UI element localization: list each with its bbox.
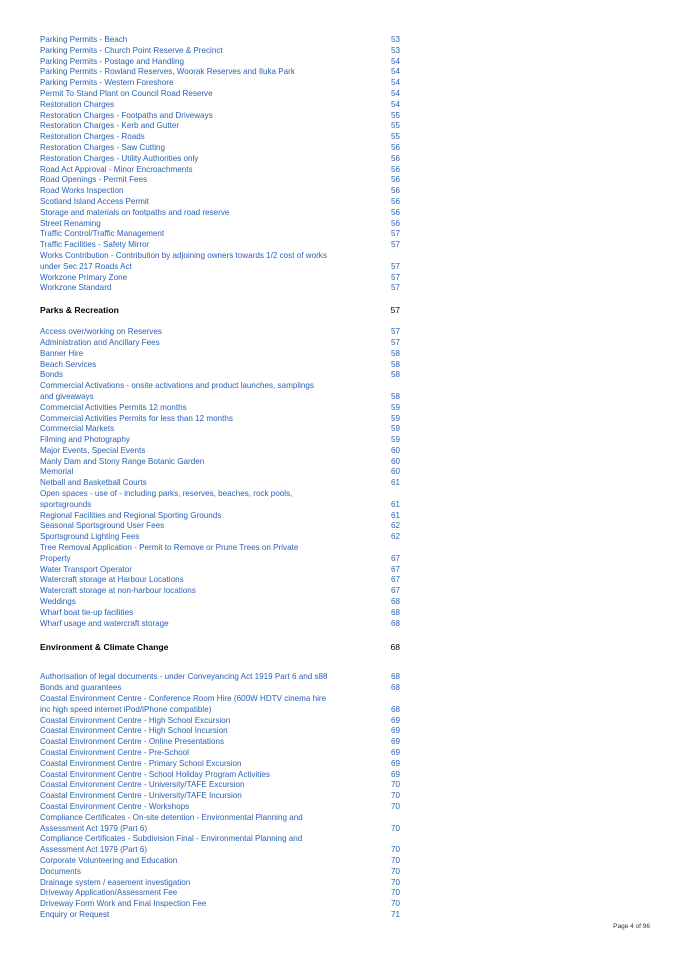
- toc-entry-link[interactable]: Coastal Environment Centre - Primary School Excursion: [40, 758, 242, 768]
- toc-entry[interactable]: [40, 899, 400, 910]
- toc-entry[interactable]: [40, 424, 400, 435]
- toc-entry-page[interactable]: 57: [390, 327, 400, 337]
- toc-entry-link[interactable]: Seasonal Sportsground User Fees: [40, 521, 165, 531]
- toc-entry-page[interactable]: 70: [390, 899, 400, 909]
- toc-entry-link[interactable]: Traffic Control/Traffic Management: [40, 229, 165, 239]
- toc-entry[interactable]: [40, 532, 400, 543]
- toc-entry[interactable]: [40, 414, 400, 425]
- toc-entry-link[interactable]: Road Act Approval - Minor Encroachments: [40, 164, 193, 174]
- toc-entry-page[interactable]: 61: [390, 510, 400, 520]
- toc-entry-page[interactable]: 70: [390, 877, 400, 887]
- toc-entry-link[interactable]: Memorial: [40, 467, 74, 477]
- toc-entry[interactable]: [40, 165, 400, 176]
- toc-entry-page[interactable]: 58: [390, 359, 400, 369]
- toc-entry-link[interactable]: Commercial Activities Permits for less than 12 months: [40, 413, 233, 423]
- toc-entry[interactable]: [40, 694, 400, 716]
- toc-entry-link[interactable]: Restoration Charges - Roads: [40, 132, 145, 142]
- toc-entry-page[interactable]: 57: [390, 337, 400, 347]
- toc-entry-page[interactable]: 57: [390, 283, 400, 293]
- toc-entry-link[interactable]: Banner Hire: [40, 348, 84, 358]
- toc-entry[interactable]: [40, 834, 400, 856]
- toc-entry[interactable]: [40, 175, 400, 186]
- toc-entry-link[interactable]: Restoration Charges - Kerb and Gutter: [40, 121, 180, 131]
- section-heading: [40, 642, 400, 652]
- toc-entry-link[interactable]: Restoration Charges: [40, 99, 115, 109]
- toc-entry-link[interactable]: Regional Facilities and Regional Sporting Grounds: [40, 510, 222, 520]
- toc-entry-page[interactable]: 56: [390, 142, 400, 152]
- toc-entry[interactable]: [40, 219, 400, 230]
- toc-entry-link[interactable]: Workzone Primary Zone: [40, 272, 128, 282]
- toc-entry-page[interactable]: 70: [390, 823, 400, 833]
- toc-entry[interactable]: [40, 435, 400, 446]
- toc-entry[interactable]: [40, 381, 400, 403]
- toc-entry-link[interactable]: Access over/working on Reserves: [40, 327, 162, 337]
- toc-entry-link[interactable]: Coastal Environment Centre - Online Presentations: [40, 737, 224, 747]
- toc-entry[interactable]: [40, 856, 400, 867]
- toc-entry[interactable]: [40, 511, 400, 522]
- toc-entry-page[interactable]: 57: [390, 272, 400, 282]
- toc-entry-page[interactable]: 55: [390, 110, 400, 120]
- toc-entry[interactable]: [40, 78, 400, 89]
- toc-entry-link[interactable]: Wharf usage and watercraft storage: [40, 618, 169, 628]
- toc-entry[interactable]: [40, 186, 400, 197]
- toc-entry-link[interactable]: Parking Permits - Western Foreshore: [40, 78, 174, 88]
- toc-entry-page[interactable]: 56: [390, 164, 400, 174]
- toc-entry-page[interactable]: 70: [390, 802, 400, 811]
- toc-entry-page[interactable]: 56: [390, 153, 400, 163]
- toc-entry-link[interactable]: Traffic Facilities - Safety Mirror: [40, 240, 150, 250]
- page-number-footer: Page 4 of 96: [613, 923, 650, 930]
- toc-entry[interactable]: [40, 619, 400, 630]
- toc-entry[interactable]: [40, 867, 400, 878]
- toc-entry-link[interactable]: Coastal Environment Centre - High School Excursion: [40, 715, 231, 725]
- toc-entry[interactable]: [40, 478, 400, 489]
- toc-entry-page[interactable]: 71: [390, 909, 400, 919]
- toc-entry-page[interactable]: 59: [390, 424, 400, 434]
- toc-entry-page[interactable]: 53: [390, 45, 400, 55]
- toc-entry-page[interactable]: 58: [390, 348, 400, 358]
- toc-entry[interactable]: [40, 726, 400, 737]
- toc-entry[interactable]: [40, 208, 400, 219]
- toc-entry[interactable]: [40, 813, 400, 835]
- toc-entry-page[interactable]: 55: [390, 132, 400, 142]
- toc-entry[interactable]: [40, 565, 400, 576]
- toc-entry[interactable]: [40, 446, 400, 457]
- toc-entry-page[interactable]: 69: [390, 769, 400, 779]
- toc-entry[interactable]: [40, 888, 400, 899]
- toc-entry[interactable]: [40, 597, 400, 608]
- toc-entry[interactable]: [40, 35, 400, 46]
- toc-entry-link[interactable]: Permit To Stand Plant on Council Road Reserve: [40, 88, 213, 98]
- toc-entry[interactable]: [40, 759, 400, 770]
- toc-entry[interactable]: [40, 46, 400, 57]
- toc-entry-link[interactable]: Authorisation of legal documents - under Conveyancing Act 1919 Part 6 and s88: [40, 672, 328, 682]
- toc-entry-link[interactable]: Coastal Environment Centre - Conference Room Hire (600W HDTV cinema hire inc high speed internet iPod/iPhone compatible): [40, 694, 327, 714]
- toc-entry-link[interactable]: Compliance Certificates - Subdivision Final - Environmental Planning and Assessment Act 1979 (Part 6): [40, 834, 303, 855]
- toc-entry-page[interactable]: 68: [390, 618, 400, 628]
- toc-entry-link[interactable]: Restoration Charges - Utility Authorities only: [40, 153, 199, 163]
- toc-entry-page[interactable]: 70: [390, 888, 400, 898]
- toc-entry-link[interactable]: Street Renaming: [40, 218, 101, 228]
- section-heading: [40, 305, 400, 315]
- toc-entry-page[interactable]: 53: [390, 35, 400, 44]
- toc-entry-page[interactable]: 61: [390, 478, 400, 488]
- toc-entry[interactable]: [40, 132, 400, 143]
- toc-entry[interactable]: [40, 403, 400, 414]
- toc-entry[interactable]: [40, 672, 400, 683]
- toc-entry-link[interactable]: Watercraft storage at non-harbour locations: [40, 586, 196, 596]
- toc-entry-page[interactable]: 54: [390, 99, 400, 109]
- toc-entry-page[interactable]: 70: [390, 791, 400, 801]
- section-heading-page: 68: [390, 642, 400, 653]
- toc-entry-link[interactable]: Sportsground Lighting Fees: [40, 532, 140, 542]
- toc-entry[interactable]: [40, 457, 400, 468]
- toc-entry[interactable]: [40, 770, 400, 781]
- toc-entry-link[interactable]: Major Events, Special Events: [40, 445, 146, 455]
- toc-entry[interactable]: [40, 154, 400, 165]
- toc-entry-page[interactable]: 70: [390, 866, 400, 876]
- toc-entry-page[interactable]: 61: [390, 499, 400, 509]
- toc-entry-link[interactable]: Water Transport Operator: [40, 564, 132, 574]
- toc-entry[interactable]: [40, 240, 400, 251]
- toc-entry[interactable]: [40, 349, 400, 360]
- toc-entry-link[interactable]: Commercial Activations - onsite activations and product launches, samplings and giveaways: [40, 381, 314, 401]
- toc-entry-page[interactable]: 59: [390, 435, 400, 445]
- toc-entry-page[interactable]: 69: [390, 726, 400, 736]
- toc-entry-page[interactable]: 54: [390, 56, 400, 66]
- toc-entry-link[interactable]: Driveway Form Work and Final Inspection Fee: [40, 899, 207, 909]
- toc-entry-page[interactable]: 56: [390, 218, 400, 228]
- toc-entry-page[interactable]: 69: [390, 737, 400, 747]
- toc-entry-page[interactable]: 68: [390, 607, 400, 617]
- toc-entry-link[interactable]: Restoration Charges - Saw Cutting: [40, 142, 166, 152]
- section-heading-page: 57: [390, 305, 400, 316]
- toc-entry[interactable]: [40, 586, 400, 597]
- toc-entry[interactable]: [40, 780, 400, 791]
- toc-entry-page[interactable]: 58: [390, 391, 400, 401]
- toc-entry-page[interactable]: 56: [390, 186, 400, 196]
- section-heading-title: Environment & Climate Change: [40, 642, 169, 653]
- toc-entry[interactable]: [40, 100, 400, 111]
- toc-entry[interactable]: [40, 543, 400, 565]
- toc-entry[interactable]: [40, 489, 400, 511]
- toc-entry[interactable]: [40, 802, 400, 813]
- toc-entry-page[interactable]: 68: [390, 672, 400, 682]
- toc-entry[interactable]: [40, 197, 400, 208]
- toc-entry[interactable]: [40, 683, 400, 694]
- toc-entry-page[interactable]: 56: [390, 207, 400, 217]
- toc-entry-link[interactable]: Coastal Environment Centre - Workshops: [40, 802, 190, 811]
- toc-entry-page[interactable]: 69: [390, 748, 400, 758]
- toc-entry-page[interactable]: 60: [390, 456, 400, 466]
- toc-entry-link[interactable]: Driveway Application/Assessment Fee: [40, 888, 178, 898]
- toc-entry-link[interactable]: Parking Permits - Church Point Reserve & Precinct: [40, 45, 223, 55]
- toc-entry-link[interactable]: Administration and Ancillary Fees: [40, 337, 160, 347]
- toc-entry[interactable]: [40, 737, 400, 748]
- toc-entry-link[interactable]: Manly Dam and Stony Range Botanic Garden: [40, 456, 205, 466]
- toc-entry[interactable]: [40, 748, 400, 759]
- toc-entry-link[interactable]: Parking Permits - Postage and Handling: [40, 56, 184, 66]
- toc-entry-link[interactable]: Road Openings - Permit Fees: [40, 175, 148, 185]
- toc-entry-link[interactable]: Enquiry or Request: [40, 909, 110, 919]
- toc-entry-page[interactable]: 67: [390, 586, 400, 596]
- toc-entry-page[interactable]: 62: [390, 532, 400, 542]
- toc-entry[interactable]: [40, 111, 400, 122]
- toc-entry-page[interactable]: 59: [390, 413, 400, 423]
- toc-entry-page[interactable]: 68: [390, 683, 400, 693]
- toc-entry[interactable]: [40, 121, 400, 132]
- toc-entry-page[interactable]: 60: [390, 467, 400, 477]
- toc-entry-page[interactable]: 54: [390, 78, 400, 88]
- toc-entry[interactable]: [40, 229, 400, 240]
- toc-entry[interactable]: [40, 878, 400, 889]
- toc-entry-page[interactable]: 70: [390, 780, 400, 790]
- toc-entry-link[interactable]: Commercial Activities Permits 12 months: [40, 402, 187, 412]
- toc-entry[interactable]: [40, 273, 400, 284]
- toc-entry-page[interactable]: 67: [390, 564, 400, 574]
- toc-entry[interactable]: [40, 608, 400, 619]
- toc-entry[interactable]: [40, 327, 400, 338]
- toc-entry-link[interactable]: Compliance Certificates - On-site detention - Environmental Planning and Assessment Act 1979 (Part 6): [40, 812, 303, 833]
- toc-entry[interactable]: [40, 251, 400, 273]
- toc-entry-page[interactable]: 56: [390, 175, 400, 185]
- toc-entry-page[interactable]: 59: [390, 402, 400, 412]
- toc-entry[interactable]: [40, 910, 400, 921]
- toc-entry-link[interactable]: Open spaces - use of - including parks, reserves, beaches, rock pools, sportsgrounds: [40, 489, 293, 509]
- toc-entry-page[interactable]: 68: [390, 597, 400, 607]
- toc-entry[interactable]: [40, 575, 400, 586]
- toc-entry-page[interactable]: 69: [390, 715, 400, 725]
- toc-entry-page[interactable]: 67: [390, 575, 400, 585]
- toc-entry-page[interactable]: 56: [390, 196, 400, 206]
- toc-entry[interactable]: [40, 791, 400, 802]
- toc-entry[interactable]: [40, 467, 400, 478]
- toc-entry-link[interactable]: Bonds and guarantees: [40, 683, 122, 693]
- toc-entry-link[interactable]: Documents: [40, 866, 81, 876]
- toc-entry-link[interactable]: Weddings: [40, 597, 76, 607]
- toc-entry-link[interactable]: Restoration Charges - Footpaths and Driveways: [40, 110, 213, 120]
- toc-entry[interactable]: [40, 57, 400, 68]
- toc-entry[interactable]: [40, 521, 400, 532]
- toc-entry-link[interactable]: Drainage system / easement investigation: [40, 877, 191, 887]
- toc-entry-page[interactable]: 62: [390, 521, 400, 531]
- toc-entry-link[interactable]: Scotland Island Access Permit: [40, 196, 149, 206]
- toc-entry-page[interactable]: 67: [390, 553, 400, 563]
- toc-entry-page[interactable]: 57: [390, 229, 400, 239]
- toc-entry-link[interactable]: Wharf boat tie-up facilities: [40, 607, 134, 617]
- toc-entry[interactable]: [40, 360, 400, 371]
- toc-entry-link[interactable]: Parking Permits - Rowland Reserves, Woorak Reserves and Iluka Park: [40, 67, 295, 77]
- toc-entry-link[interactable]: Coastal Environment Centre - Pre-School: [40, 748, 189, 758]
- toc-entry[interactable]: [40, 89, 400, 100]
- toc-entry-page[interactable]: 60: [390, 445, 400, 455]
- toc-entry-link[interactable]: Coastal Environment Centre - University/TAFE Excursion: [40, 780, 245, 790]
- toc-entry-link[interactable]: Parking Permits - Beach: [40, 35, 128, 44]
- toc-entry[interactable]: [40, 283, 400, 294]
- toc-entry-link[interactable]: Beach Services: [40, 359, 97, 369]
- toc-entry-link[interactable]: Corporate Volunteering and Education: [40, 855, 178, 865]
- toc-entry[interactable]: [40, 338, 400, 349]
- toc-entry-link[interactable]: Netball and Basketball Courts: [40, 478, 147, 488]
- toc-entry-page[interactable]: 54: [390, 88, 400, 98]
- toc-entry-page[interactable]: 70: [390, 855, 400, 865]
- toc-entry[interactable]: [40, 143, 400, 154]
- toc-entry-page[interactable]: 70: [390, 845, 400, 855]
- toc-entry-link[interactable]: Road Works Inspection: [40, 186, 124, 196]
- toc-entry-link[interactable]: Filming and Photography: [40, 435, 130, 445]
- toc-entry[interactable]: [40, 67, 400, 78]
- toc-entry-link[interactable]: Coastal Environment Centre - School Holiday Program Activities: [40, 769, 270, 779]
- toc-entry-page[interactable]: 57: [390, 240, 400, 250]
- toc-entry[interactable]: [40, 716, 400, 727]
- toc-entry-page[interactable]: 58: [390, 370, 400, 380]
- toc-entry-page[interactable]: 68: [390, 704, 400, 714]
- toc-entry-page[interactable]: 54: [390, 67, 400, 77]
- table-of-contents: [40, 35, 400, 921]
- toc-entry-page[interactable]: 69: [390, 758, 400, 768]
- toc-entry-page[interactable]: 57: [390, 261, 400, 271]
- toc-entry-link[interactable]: Coastal Environment Centre - High School Incursion: [40, 726, 228, 736]
- toc-entry-link[interactable]: Works Contribution - Contribution by adjoining owners towards 1/2 cost of works under Sec 217 Roads Act: [40, 250, 327, 271]
- section-heading-title: Parks & Recreation: [40, 305, 119, 316]
- toc-entry-link[interactable]: Workzone Standard: [40, 283, 112, 293]
- toc-entry-link[interactable]: Tree Removal Application - Permit to Remove or Prune Trees on Private Property: [40, 543, 299, 563]
- toc-entry-link[interactable]: Commercial Markets: [40, 424, 115, 434]
- toc-entry-link[interactable]: Storage and materials on footpaths and road reserve: [40, 207, 230, 217]
- toc-entry-link[interactable]: Watercraft storage at Harbour Locations: [40, 575, 184, 585]
- toc-entry[interactable]: [40, 370, 400, 381]
- toc-entry-link[interactable]: Coastal Environment Centre - University/TAFE Incursion: [40, 791, 242, 801]
- toc-entry-page[interactable]: 55: [390, 121, 400, 131]
- toc-entry-link[interactable]: Bonds: [40, 370, 63, 380]
